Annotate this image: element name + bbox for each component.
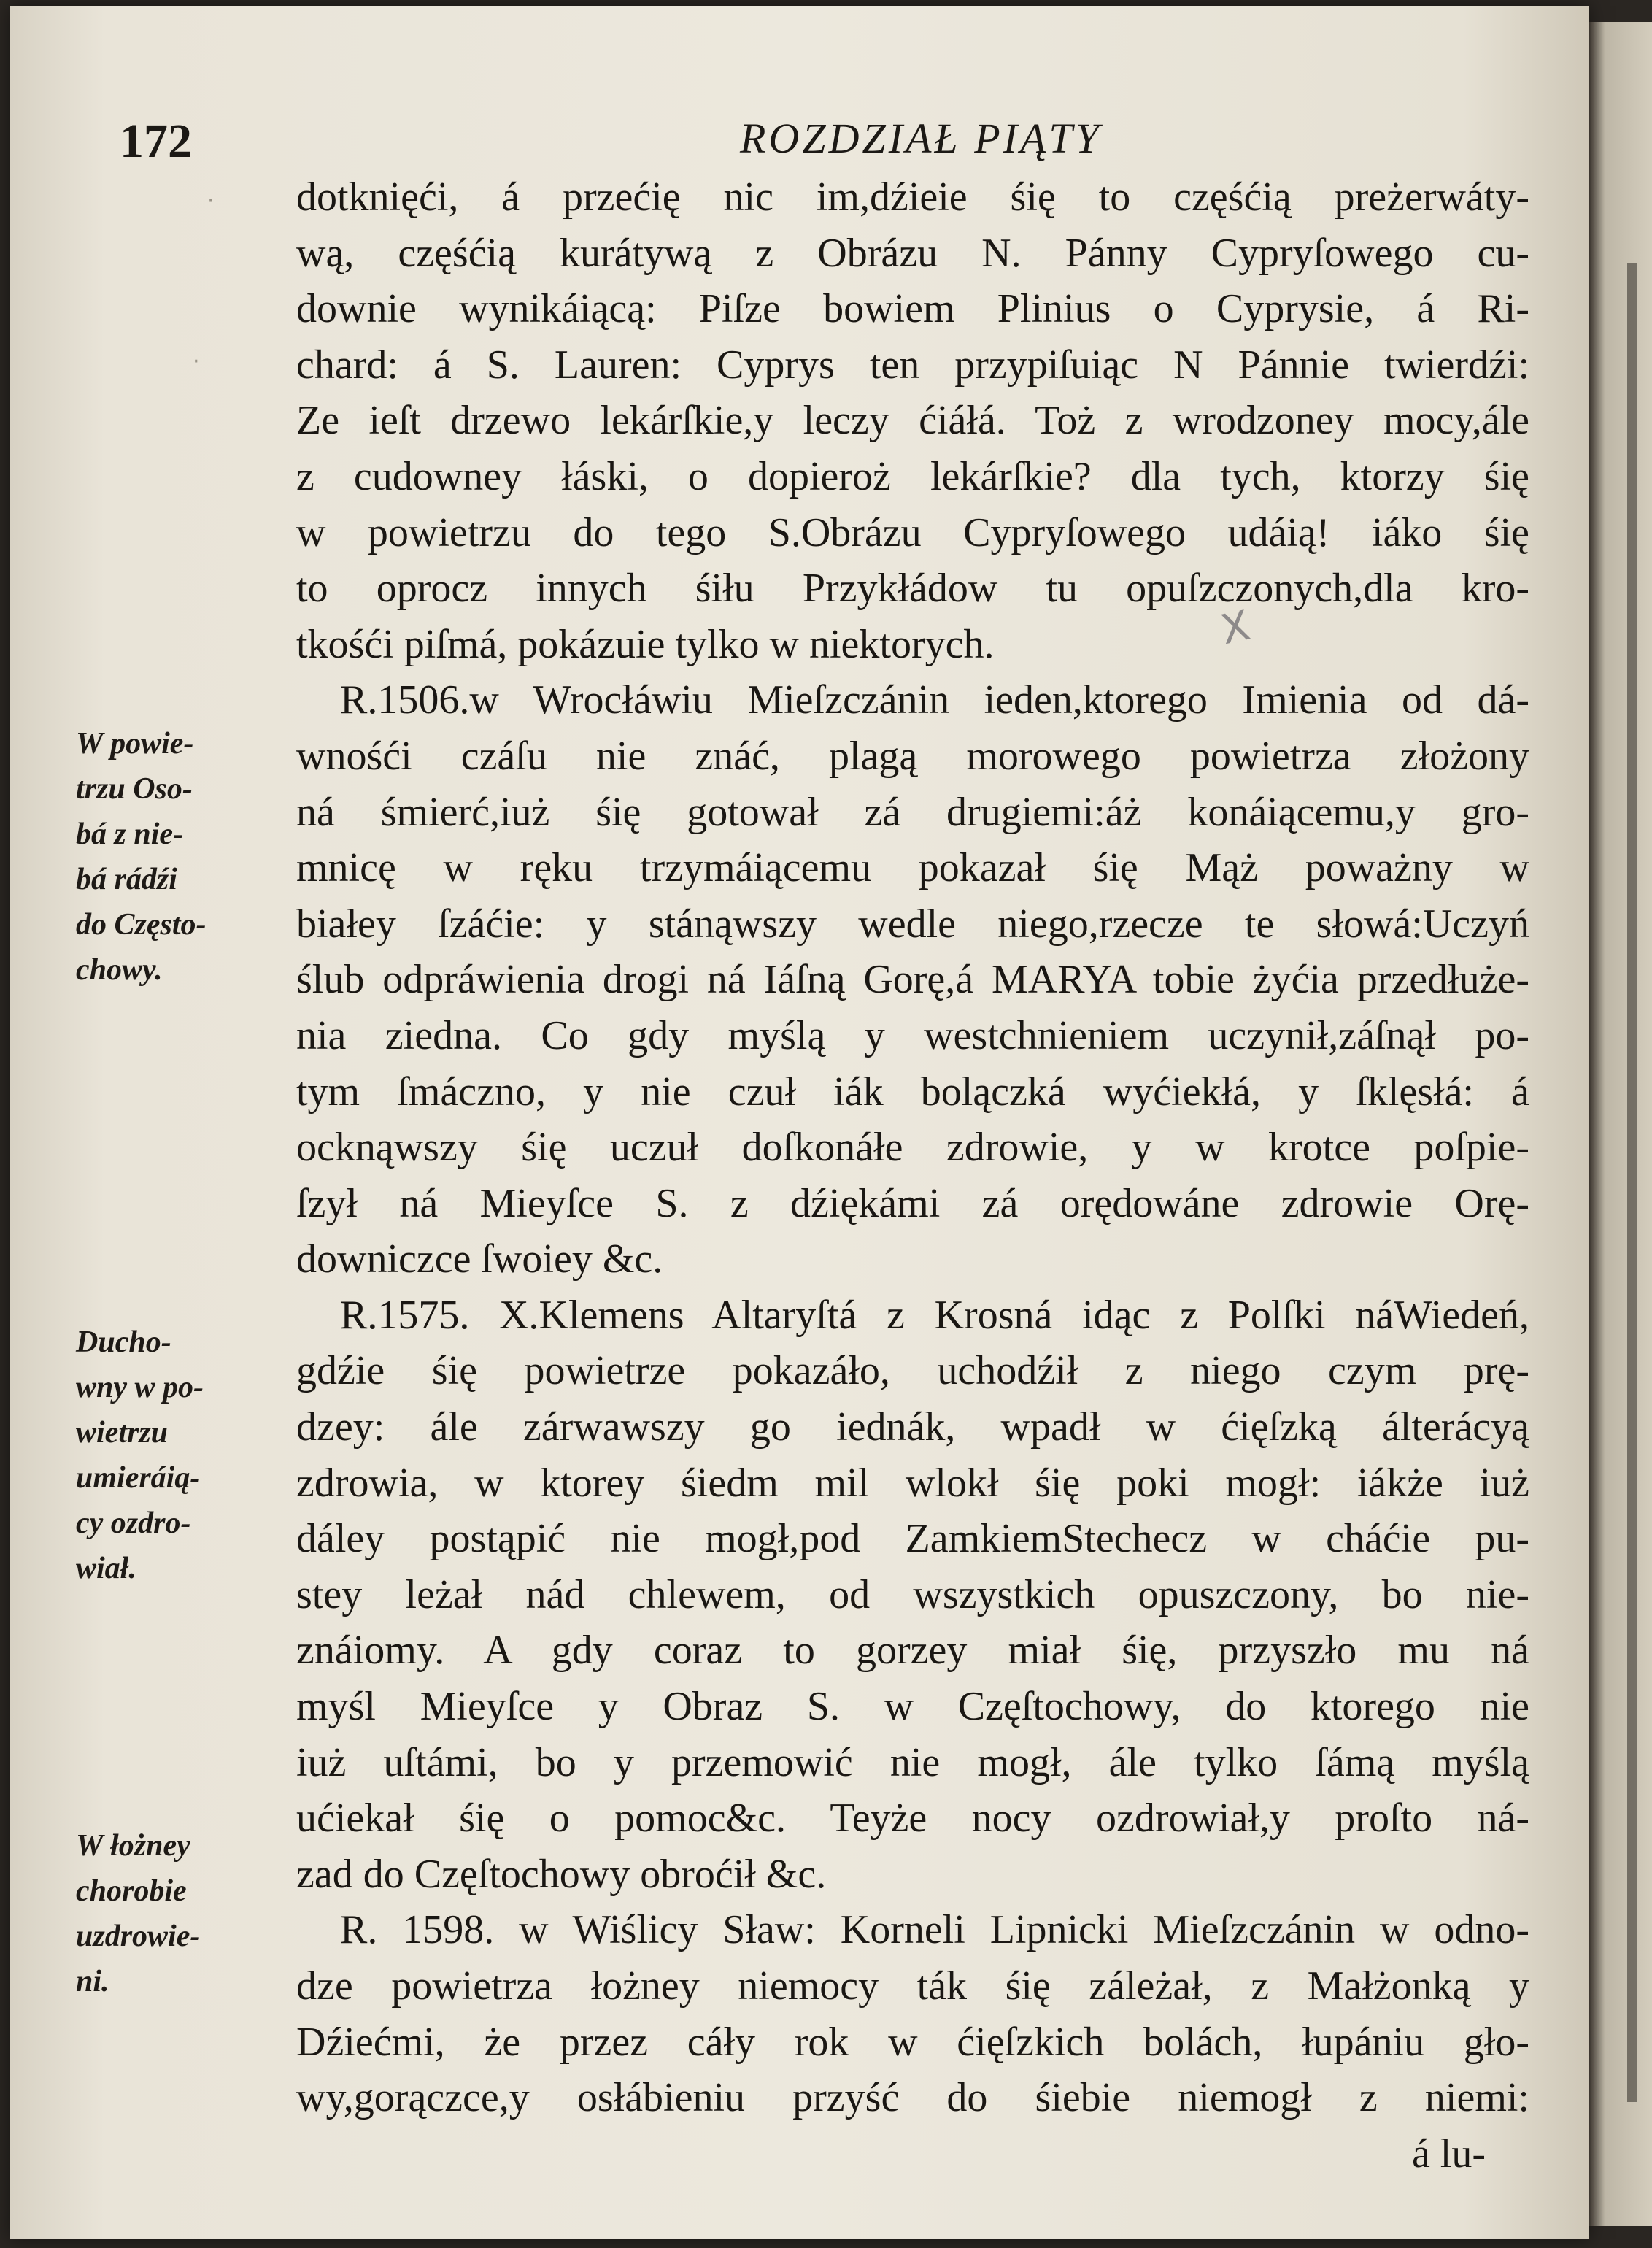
text-line: R. 1598. w Wiślicy Sław: Korneli Lipnicki Mieſzczánin w odno- (340, 1907, 1529, 1953)
text-line: ocknąwszy śię uczuł doſkonáłe zdrowie, y w krotce poſpie- (296, 1125, 1529, 1171)
text-line: wnośći czáſu nie znáć, plagą morowego powietrza złożony (296, 733, 1529, 779)
margin-note-line: bá rádźi (76, 863, 177, 896)
text-line: dotknięći, á przećię nic im,dźieie śię to częśćią preżerwáty- (296, 174, 1529, 220)
text-line: to oprocz innych śiłu Przykłádow tu opuſzczonych,dla kro- (296, 566, 1529, 612)
text-line: dze powietrza łożney niemocy ták śię záleżał, z Małżonką y (296, 1963, 1529, 2009)
text-line: ućiekał śię o pomoc&c. Teyże nocy ozdrowiał,y proſto ná- (296, 1795, 1529, 1841)
adjacent-page-edge (1589, 22, 1652, 2226)
text-line: z cudowney łáski, o dopieroż lekárſkie? dla tych, ktorzy śię (296, 453, 1529, 499)
running-head: ROZDZIAŁ PIĄTY (740, 115, 1102, 162)
margin-note-line: wiał. (76, 1552, 136, 1585)
margin-note-3 (76, 1823, 287, 2004)
text-line: ſzył ná Mieyſce S. z dźiękámi zá orędowáne zdrowie Orę- (296, 1180, 1529, 1226)
margin-note-line: W łożney (76, 1829, 190, 1863)
margin-note-line: chorobie (76, 1874, 187, 1908)
text-line: wy,gorączce,y osłábieniu przyść do śiebie niemogł z niemi: (296, 2075, 1529, 2121)
text-line: nia ziedna. Co gdy myślą y westchnieniem uczynił,záſnął po- (296, 1012, 1529, 1058)
margin-note-line: do Często- (76, 908, 206, 942)
text-line: downie wynikáiącą: Piſze bowiem Plinius o Cyprysie, á Ri- (296, 286, 1529, 332)
margin-note-line: trzu Oso- (76, 772, 193, 806)
text-line: zad do Częſtochowy obroćił &c. (296, 1851, 827, 1897)
margin-note-line: W powie- (76, 727, 194, 761)
margin-note-1 (76, 721, 287, 993)
text-line: myśl Mieyſce y Obraz S. w Częſtochowy, do ktorego nie (296, 1684, 1529, 1730)
margin-note-line: ni. (76, 1965, 109, 1998)
book-page (10, 6, 1589, 2239)
text-line: Dźiećmi, że przez cáły rok w ćięſzkich bolách, łupániu gło- (296, 2019, 1529, 2065)
text-line: zdrowia, w ktorey śiedm mil wlokł śię poki mogł: iákże iuż (296, 1460, 1529, 1506)
text-line: gdźie śię powietrze pokazáło, uchodźił z niego czym prę- (296, 1348, 1529, 1394)
text-line: dáley postąpić nie mogł,pod ZamkiemStechecz w cháćie pu- (296, 1516, 1529, 1562)
dot-mark: · (207, 188, 215, 214)
body-text (296, 169, 1529, 2182)
text-line: dzey: ále zárwawszy go iednák, wpadł w ćięſzką álterácyą (296, 1404, 1529, 1450)
text-line: tkośći piſmá, pokázuie tylko w niektorych. (296, 621, 995, 667)
text-line: chard: á S. Lauren: Cyprys ten przypiſuiąc N Pánnie twierdźi: (296, 342, 1529, 388)
pencil-annotation: X (1216, 601, 1254, 655)
margin-note-line: bá z nie- (76, 817, 183, 851)
text-line: tym ſmáczno, y nie czuł iák bolączká wyćiekłá, y ſklęsłá: á (296, 1069, 1529, 1115)
margin-note-2 (76, 1320, 287, 1591)
margin-note-line: Ducho- (76, 1325, 171, 1359)
margin-note-line: chowy. (76, 953, 163, 987)
text-line: iuż uſtámi, bo y przemowić nie mogł, ále tylko ſámą myślą (296, 1739, 1529, 1785)
text-line: w powietrzu do tego S.Obrázu Cypryſowego udáią! iáko śię (296, 509, 1529, 555)
text-line: ślub odpráwienia drogi ná Iáſną Gorę,á MARYA tobie żyćia przedłuże- (296, 957, 1529, 1003)
margin-note-line: uzdrowie- (76, 1920, 201, 1953)
page-edge-shadow (1627, 263, 1637, 2102)
text-line: ná śmierć,iuż śię gotował zá drugiemi:áż konáiącemu,y gro- (296, 789, 1529, 835)
text-line: stey leżał nád chlewem, od wszystkich opuszczony, bo nie- (296, 1571, 1529, 1617)
text-line: downiczce ſwoiey &c. (296, 1236, 663, 1282)
margin-note-line: cy ozdro- (76, 1506, 191, 1540)
text-line: mnicę w ręku trzymáiącemu pokazał śię Mąż poważny w (296, 845, 1529, 891)
text-line: Ze ieſt drzewo lekárſkie,y leczy ćiáłá. Toż z wrodzoney mocy,ále (296, 398, 1529, 444)
text-line: białey ſzáćie: y stánąwszy wedle niego,rzecze te słowá:Uczyń (296, 901, 1529, 947)
text-line: znáiomy. A gdy coraz to gorzey miał śię, przyszło mu ná (296, 1628, 1529, 1674)
margin-note-line: umieráią- (76, 1461, 201, 1495)
catchword: á lu- (1411, 2130, 1486, 2176)
text-line: wą, częśćią kurátywą z Obrázu N. Pánny Cypryſowego cu- (296, 230, 1529, 276)
text-line: R.1506.w Wrocłáwiu Mieſzczánin ieden,ktorego Imienia od dá- (340, 677, 1529, 723)
page-number: 172 (120, 115, 192, 168)
text-line: R.1575. X.Klemens Altaryſtá z Krosná idąc z Polſki náWiedeń, (340, 1292, 1529, 1338)
margin-note-line: wny w po- (76, 1371, 204, 1404)
dot-mark: · (193, 349, 200, 374)
margin-note-line: wietrzu (76, 1416, 169, 1450)
